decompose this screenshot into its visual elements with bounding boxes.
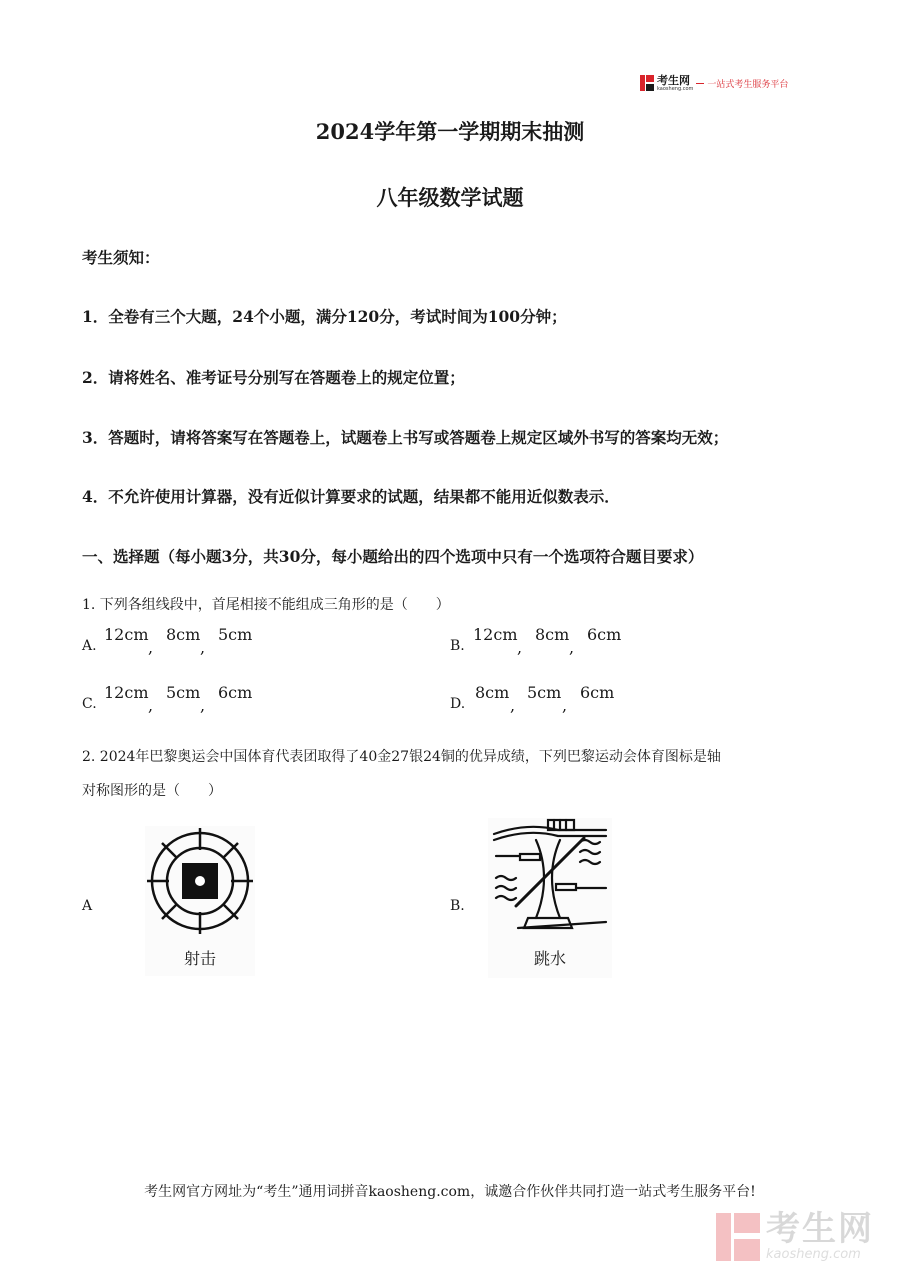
- option-letter: B.: [450, 898, 465, 914]
- option-value: 6cm: [218, 683, 253, 702]
- option-value: 6cm: [587, 625, 622, 644]
- exam-subtitle: 八年级数学试题: [376, 185, 524, 210]
- question-2-stem-cont: 对称图形的是（ ）: [82, 783, 222, 799]
- option-value: 12cm: [104, 625, 149, 644]
- watermark: [716, 1209, 874, 1262]
- logo-icon: [640, 75, 654, 91]
- notice-heading: 考生须知：: [82, 248, 160, 267]
- logo-name: 考生网: [657, 73, 690, 87]
- option-c[interactable]: [82, 682, 422, 722]
- separator: ,: [148, 696, 154, 715]
- watermark-logo-icon: [716, 1213, 760, 1261]
- watermark-domain: kaosheng.com: [766, 1247, 861, 1262]
- separator: ,: [200, 638, 206, 657]
- option-value: 5cm: [218, 625, 253, 644]
- option-letter: A: [82, 898, 93, 914]
- option-value: 6cm: [580, 683, 615, 702]
- option-value: 5cm: [166, 683, 201, 702]
- notice-item: 1．全卷有三个大题，24个小题，满分120分，考试时间为100分钟；: [82, 307, 567, 326]
- separator: ,: [562, 696, 568, 715]
- option-letter: A.: [82, 638, 97, 654]
- option-b[interactable]: [450, 624, 790, 664]
- logo-slogan: 一站式考生服务平台: [707, 79, 789, 90]
- option-d[interactable]: [450, 682, 790, 722]
- notice-item: 4．不允许使用计算器，没有近似计算要求的试题，结果都不能用近似数表示．: [82, 487, 620, 506]
- exam-title: 2024学年第一学期期末抽测: [315, 119, 585, 144]
- figure-caption: 射击: [183, 949, 216, 968]
- shooting-icon: [145, 826, 255, 936]
- question-2-stem: 2. 2024年巴黎奥运会中国体育代表团取得了40金27银24铜的优异成绩，下列巴黎运动会体育图标是轴: [82, 749, 721, 765]
- notice-item: 2．请将姓名、准考证号分别写在答题卷上的规定位置；: [82, 368, 465, 387]
- option-a-figure[interactable]: [145, 826, 255, 976]
- option-letter: B.: [450, 638, 465, 654]
- separator: ,: [200, 696, 206, 715]
- notice-item: 3．答题时，请将答案写在答题卷上，试题卷上书写或答题卷上规定区域外书写的答案均无效；: [82, 428, 729, 447]
- option-value: 12cm: [104, 683, 149, 702]
- figure-caption: 跳水: [533, 949, 566, 968]
- option-value: 12cm: [473, 625, 518, 644]
- separator: ,: [517, 638, 523, 657]
- option-value: 8cm: [166, 625, 201, 644]
- option-letter: C.: [82, 696, 97, 712]
- option-b-figure[interactable]: [488, 818, 612, 978]
- separator: ,: [569, 638, 575, 657]
- option-value: 5cm: [527, 683, 562, 702]
- watermark-name: 考生网: [766, 1209, 874, 1249]
- footer-text: 考生网官方网址为“考生”通用词拼音kaosheng.com，诚邀合作伙伴共同打造一站式考生服务平台!: [144, 1184, 756, 1200]
- diving-icon: [488, 818, 612, 938]
- option-a[interactable]: [82, 624, 422, 664]
- separator: ,: [510, 696, 516, 715]
- option-value: 8cm: [535, 625, 570, 644]
- separator: ,: [148, 638, 154, 657]
- logo-domain: kaosheng.com: [657, 85, 694, 92]
- option-value: 8cm: [475, 683, 510, 702]
- section-heading: 一、选择题（每小题3分，共30分，每小题给出的四个选项中只有一个选项符合题目要求）: [82, 547, 704, 566]
- header-logo: [640, 72, 788, 94]
- option-letter: D.: [450, 696, 466, 712]
- question-1-stem: 1. 下列各组线段中，首尾相接不能组成三角形的是（ ）: [82, 597, 450, 613]
